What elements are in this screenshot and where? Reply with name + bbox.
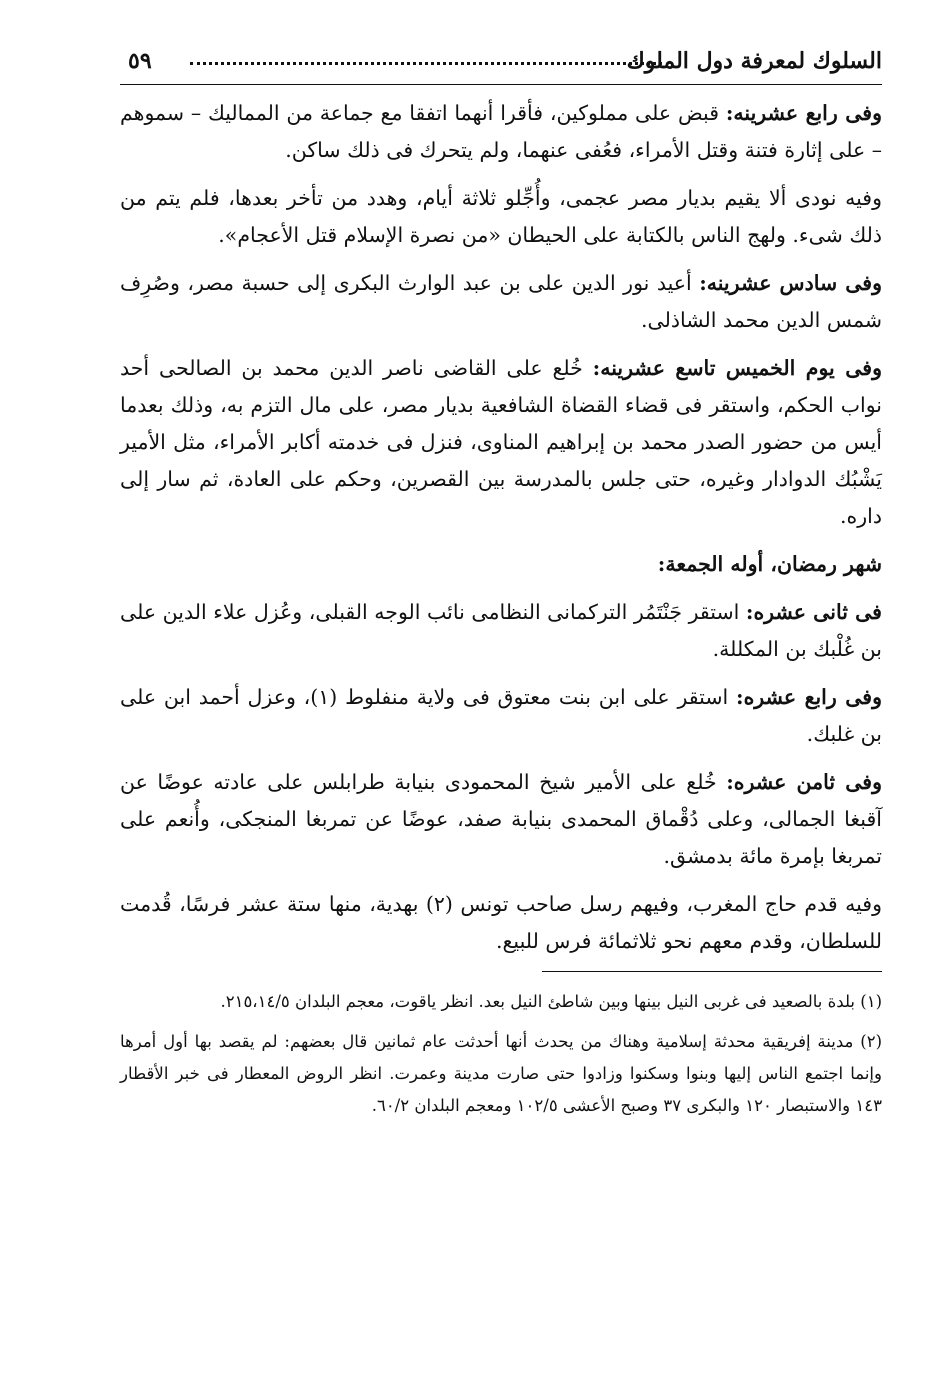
paragraph-lead: وفى سادس عشرينه:	[699, 271, 882, 295]
paragraph-lead: وفى رابع عشره:	[736, 685, 882, 709]
paragraph-text: استقر جَنْتَمُر التركمانى النظامى نائب الوجه القبلى، وعُزل علاء الدين على بن غُلْبك بن المكللة.	[120, 600, 882, 661]
paragraph-6	[120, 679, 882, 753]
running-title: السلوك لمعرفة دول الملوك	[626, 48, 882, 74]
page-number: ٥٩	[128, 48, 152, 74]
paragraph-text: قبض على مملوكين، فأقرا أنهما اتفقا مع جماعة من المماليك – سموهم – على إثارة فتنة وقتل الأمراء، فعُفى عنهما، ولم يتحرك فى ذلك ساكن.	[120, 101, 882, 162]
footnote-rule	[542, 971, 882, 972]
paragraph-lead: وفى يوم الخميس تاسع عشرينه:	[592, 356, 882, 380]
paragraph-text: استقر على ابن بنت معتوق فى ولاية منفلوط (١)، وعزل أحمد ابن على بن غلبك.	[120, 685, 882, 746]
paragraph-8	[120, 886, 882, 960]
paragraph-3	[120, 265, 882, 339]
paragraph-lead: وفى ثامن عشره:	[726, 770, 882, 794]
paragraph-7	[120, 764, 882, 875]
paragraph-lead: فى ثانى عشره:	[745, 600, 882, 624]
footnote-1: (١) بلدة بالصعيد فى غربى النيل بينها وبين شاطئ النيل بعد. انظر ياقوت، معجم البلدان ٢١٥،١٤/٥.	[220, 992, 882, 1011]
paragraph-4	[120, 350, 882, 535]
paragraph-text: خُلع على القاضى ناصر الدين محمد بن الصالحى أحد نواب الحكم، واستقر فى قضاء القضاة الشافعية بديار مصر، على مال التزم به، وذلك بعدما أيس من حضور الصدر محمد بن إبراهيم المناوى، فنزل فى خدمته أكابر الأمراء، مثل الأمير يَشْبُك الدوادار وغيره، حتى جلس بالمدرسة بين القصرين، وحكم على العادة، ثم سار إلى داره.	[120, 356, 882, 528]
paragraph-5	[120, 594, 882, 668]
paragraph-text: وفيه قدم حاج المغرب، وفيهم رسل صاحب تونس (٢) بهدية، منها ستة عشر فرسًا، قُدمت للسلطان، وقدم معهم نحو ثلاثمائة فرس للبيع.	[120, 892, 882, 953]
leader-dots	[190, 62, 662, 65]
paragraph-1	[120, 95, 882, 169]
month-heading: شهر رمضان، أوله الجمعة:	[657, 552, 882, 576]
paragraph-text: وفيه نودى ألا يقيم بديار مصر عجمى، وأُجِّلو ثلاثة أيام، وهدد من تأخر بعدها، فلم يتم من ذلك شىء. ولهج الناس بالكتابة على الحيطان «من نصرة الإسلام قتل الأعجام».	[120, 186, 882, 247]
running-header	[120, 44, 882, 85]
paragraph-lead: وفى رابع عشرينه:	[725, 101, 882, 125]
paragraph-text: خُلع على الأمير شيخ المحمودى بنيابة طرابلس على عادته عوضًا عن آقبغا الجمالى، وعلى دُقْماق المحمدى بنيابة صفد، عوضًا عن تمربغا المنجكى، وأُنعم على تمربغا بإمرة مائة بدمشق.	[120, 770, 882, 868]
paragraph-text: أعيد نور الدين على بن عبد الوارث البكرى إلى حسبة مصر، وصُرِف شمس الدين محمد الشاذلى.	[120, 271, 882, 332]
paragraph-2	[120, 180, 882, 254]
footnote-2: (٢) مدينة إفريقية محدثة إسلامية وهناك من يحدث أنها أحدثت عام ثمانين قال بعضهم: لم يقصد بها أول أمرها وإنما اجتمع الناس إليها وبنوا وسكنوا وزادوا حتى صارت مدينة وعمرت. انظر الروض المعطار فى خبر الأقطار ١٤٣ والاستبصار ١٢٠ والبكرى ٣٧ وصبح الأعشى ١٠٢/٥ ومعجم البلدان ٦٠/٢.	[120, 1032, 882, 1115]
